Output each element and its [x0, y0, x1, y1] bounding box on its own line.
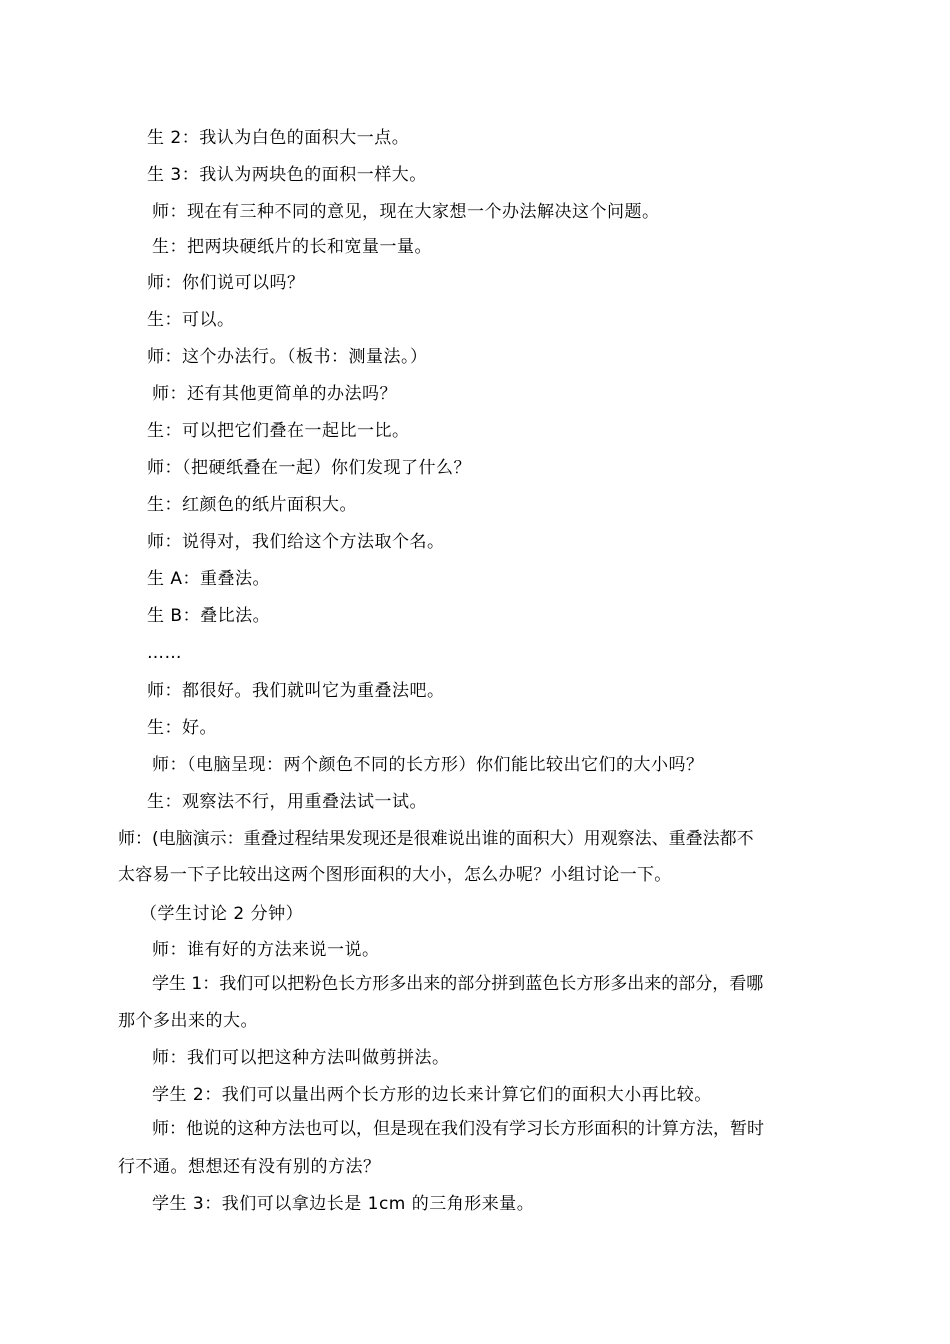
- text-line: ……: [147, 643, 182, 663]
- text-line: 师：还有其他更简单的办法吗？: [152, 384, 397, 404]
- text-line: 生：好。: [147, 718, 217, 738]
- text-line: 师：我们可以把这种方法叫做剪拼法。: [152, 1048, 450, 1068]
- text-line: 生 2：我认为白色的面积大一点。: [147, 128, 410, 148]
- text-line: 师：现在有三种不同的意见，现在大家想一个办法解决这个问题。: [152, 202, 660, 222]
- text-line: 生：可以把它们叠在一起比一比。: [147, 421, 410, 441]
- text-line: 学生 3：我们可以拿边长是 1cm 的三角形来量。: [152, 1194, 535, 1214]
- text-line: 师：他说的这种方法也可以，但是现在我们没有学习长方形面积的计算方法，暂时: [152, 1119, 764, 1139]
- text-line: 师：这个办法行。（板书：测量法。）: [147, 347, 428, 367]
- text-line: 生 A：重叠法。: [147, 569, 271, 589]
- text-line: 师：(电脑演示：重叠过程结果发现还是很难说出谁的面积大）用观察法、重叠法都不: [118, 829, 754, 849]
- text-line: 生 B：叠比法。: [147, 606, 271, 626]
- text-line: 那个多出来的大。: [118, 1011, 258, 1031]
- text-line: 师：都很好。我们就叫它为重叠法吧。: [147, 681, 445, 701]
- text-line: （学生讨论 2 分钟）: [140, 904, 304, 924]
- text-line: 太容易一下子比较出这两个图形面积的大小，怎么办呢？小组讨论一下。: [118, 865, 672, 885]
- text-line: 师：你们说可以吗？: [147, 273, 305, 293]
- text-line: 师：（电脑呈现：两个颜色不同的长方形）你们能比较出它们的大小吗？: [152, 755, 704, 775]
- text-line: 师：（把硬纸叠在一起）你们发现了什么？: [147, 458, 471, 478]
- text-line: 学生 2：我们可以量出两个长方形的边长来计算它们的面积大小再比较。: [152, 1085, 712, 1105]
- text-line: 生 3：我认为两块色的面积一样大。: [147, 165, 427, 185]
- text-line: 生：可以。: [147, 310, 235, 330]
- text-line: 学生 1：我们可以把粉色长方形多出来的部分拼到蓝色长方形多出来的部分，看哪: [152, 974, 764, 994]
- text-line: 生：红颜色的纸片面积大。: [147, 495, 357, 515]
- text-line: 生：把两块硬纸片的长和宽量一量。: [152, 237, 432, 257]
- text-line: 师：说得对，我们给这个方法取个名。: [147, 532, 445, 552]
- text-line: 生：观察法不行，用重叠法试一试。: [147, 792, 427, 812]
- text-line: 行不通。想想还有没有别的方法？: [118, 1157, 381, 1177]
- text-line: 师：谁有好的方法来说一说。: [152, 940, 380, 960]
